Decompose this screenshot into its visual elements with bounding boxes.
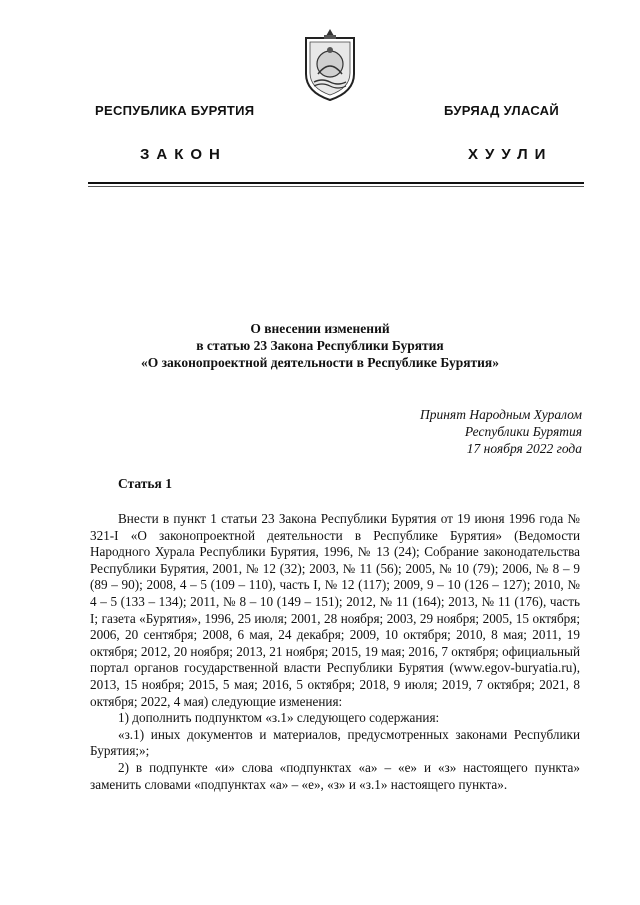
law-title-line-3: «О законопроектной деятельности в Республике Бурятия» [141,355,499,370]
header-right-doctype: ХУУЛИ [468,146,553,163]
article-body [90,511,580,793]
article-paragraph: 1) дополнить подпунктом «з.1» следующего содержания: [118,710,440,726]
header-rule-thin [88,186,584,187]
header-left-doctype: ЗАКОН [140,146,227,163]
law-title-line-1: О внесении изменений [250,321,390,336]
adoption-line-3: 17 ноября 2022 года [466,441,582,456]
article-heading: Статья 1 [118,476,172,491]
adoption-line-2: Республики Бурятия [464,424,582,439]
header-left-title: РЕСПУБЛИКА БУРЯТИЯ [95,103,255,118]
header-rule-thick [88,182,584,184]
law-title [0,320,640,371]
coat-of-arms-emblem [300,28,360,102]
adoption-info [282,406,582,457]
header-right-title: БУРЯАД УЛАСАЙ [444,103,560,118]
article-paragraph: Внести в пункт 1 статьи 23 Закона Республики Бурятия от 19 июня 1996 года № 321-I «О законопроектной деятельности в Республике Бурятия» (Ведомости Народного Хурала Республики Бурятия, 1996, № 13 (24); Собрание законодательства Республики Бурятия, 2001, № 12 (32); 2003, № 11 (56); 2005, № 10 (79); 2006, № 8 – 9 (89 – 90); 2008, 4 – 5 (109 – 110), часть I, № 12 (117); 2009, 9 – 10 (126 – 127); 2010, № 4 – 5 (133 – 134); 2011, № 8 – 10 (149 – 151); 2012, № 11 (164); 2013, № 11 (176), часть I; газета «Бурятия», 1996, 25 июля; 2001, 28 ноября; 2003, 29 ноября; 2005, 15 октября; 2006, 20 сентября; 2008, 6 мая, 24 декабря; 2009, 10 октября; 2010, 8 мая; 2011, 19 октября; 2012, 20 ноября; 2013, 21 ноября; 2015, 19 мая; 2016, 7 октября; официальный портал органов государственной власти Республики Бурятия (www.egov-buryatia.ru), 2013, 15 ноября; 2015, 5 мая; 2016, 5 октября; 2018, 9 июля; 2019, 7 октября; 2021, 8 октября; 2022, 4 мая) следующие изменения: [90,511,580,709]
adoption-line-1: Принят Народным Хуралом [419,407,582,422]
article-paragraph: «з.1) иных документов и материалов, предусмотренных законами Республики Бурятия;»; [90,726,580,759]
article-paragraph: 2) в подпункте «и» слова «подпунктах «а» – «е» и «з» настоящего пункта» заменить словами «подпунктах «а» – «е», «з» и «з.1» настоящего пункта». [90,759,580,792]
law-title-line-2: в статью 23 Закона Республики Бурятия [196,338,444,353]
